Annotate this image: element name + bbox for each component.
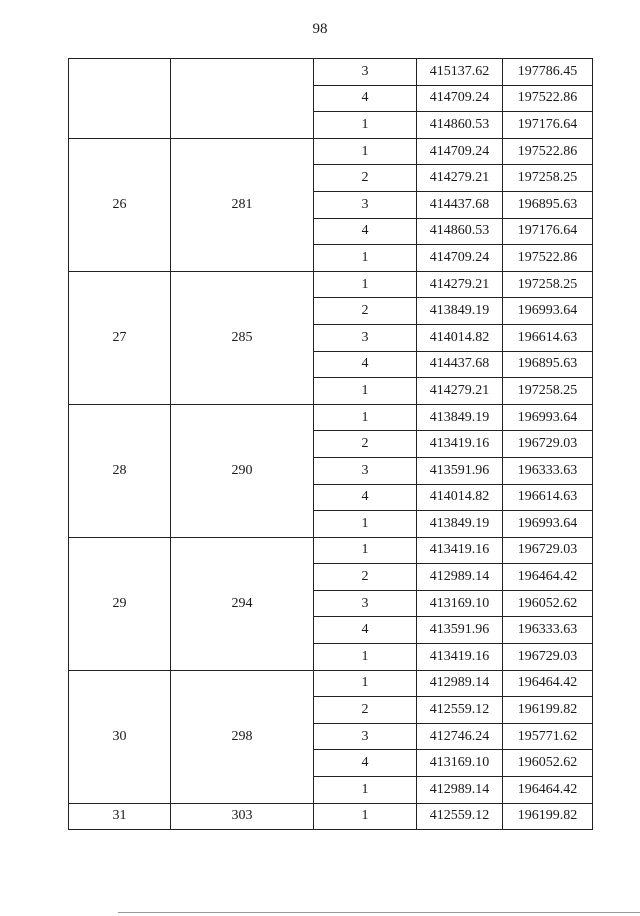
cell-y-coordinate: 197176.64 bbox=[503, 112, 593, 139]
cell-x-coordinate: 415137.62 bbox=[417, 59, 503, 86]
page-bottom-rule bbox=[118, 912, 640, 913]
cell-point-number: 1 bbox=[314, 670, 417, 697]
cell-x-coordinate: 413169.10 bbox=[417, 590, 503, 617]
cell-point-number: 4 bbox=[314, 617, 417, 644]
cell-plot-number: 290 bbox=[171, 404, 314, 537]
cell-x-coordinate: 414014.82 bbox=[417, 324, 503, 351]
cell-parcel-number: 30 bbox=[69, 670, 171, 803]
cell-point-number: 3 bbox=[314, 723, 417, 750]
cell-x-coordinate: 414279.21 bbox=[417, 378, 503, 405]
cell-point-number: 1 bbox=[314, 644, 417, 671]
cell-x-coordinate: 413169.10 bbox=[417, 750, 503, 777]
cell-y-coordinate: 197522.86 bbox=[503, 138, 593, 165]
cell-point-number: 1 bbox=[314, 404, 417, 431]
cell-plot-number: 303 bbox=[171, 803, 314, 830]
cell-parcel-number bbox=[69, 59, 171, 139]
cell-x-coordinate: 412989.14 bbox=[417, 564, 503, 591]
cell-y-coordinate: 197258.25 bbox=[503, 271, 593, 298]
cell-y-coordinate: 196614.63 bbox=[503, 484, 593, 511]
table-row bbox=[69, 670, 593, 697]
cell-point-number: 1 bbox=[314, 245, 417, 272]
cell-point-number: 1 bbox=[314, 378, 417, 405]
cell-point-number: 3 bbox=[314, 324, 417, 351]
cell-x-coordinate: 412559.12 bbox=[417, 697, 503, 724]
cell-point-number: 4 bbox=[314, 218, 417, 245]
cell-y-coordinate: 196729.03 bbox=[503, 431, 593, 458]
cell-x-coordinate: 414709.24 bbox=[417, 245, 503, 272]
cell-x-coordinate: 414860.53 bbox=[417, 218, 503, 245]
cell-plot-number: 281 bbox=[171, 138, 314, 271]
cell-y-coordinate: 196993.64 bbox=[503, 298, 593, 325]
cell-plot-number: 294 bbox=[171, 537, 314, 670]
cell-point-number: 1 bbox=[314, 271, 417, 298]
cell-point-number: 2 bbox=[314, 298, 417, 325]
cell-point-number: 2 bbox=[314, 431, 417, 458]
cell-y-coordinate: 196199.82 bbox=[503, 803, 593, 830]
cell-y-coordinate: 196895.63 bbox=[503, 351, 593, 378]
cell-y-coordinate: 197258.25 bbox=[503, 378, 593, 405]
cell-point-number: 3 bbox=[314, 590, 417, 617]
cell-y-coordinate: 197786.45 bbox=[503, 59, 593, 86]
cell-y-coordinate: 196199.82 bbox=[503, 697, 593, 724]
cell-point-number: 4 bbox=[314, 85, 417, 112]
cell-y-coordinate: 196333.63 bbox=[503, 617, 593, 644]
cell-x-coordinate: 413849.19 bbox=[417, 511, 503, 538]
cell-y-coordinate: 196333.63 bbox=[503, 457, 593, 484]
cell-y-coordinate: 197176.64 bbox=[503, 218, 593, 245]
cell-x-coordinate: 413849.19 bbox=[417, 298, 503, 325]
cell-y-coordinate: 196895.63 bbox=[503, 191, 593, 218]
cell-y-coordinate: 196729.03 bbox=[503, 644, 593, 671]
cell-x-coordinate: 414437.68 bbox=[417, 191, 503, 218]
cell-x-coordinate: 414709.24 bbox=[417, 138, 503, 165]
coordinates-table bbox=[68, 58, 593, 830]
cell-x-coordinate: 414709.24 bbox=[417, 85, 503, 112]
cell-point-number: 4 bbox=[314, 484, 417, 511]
cell-point-number: 3 bbox=[314, 457, 417, 484]
cell-point-number: 3 bbox=[314, 59, 417, 86]
cell-x-coordinate: 414279.21 bbox=[417, 165, 503, 192]
cell-y-coordinate: 197522.86 bbox=[503, 245, 593, 272]
cell-y-coordinate: 196993.64 bbox=[503, 404, 593, 431]
cell-point-number: 4 bbox=[314, 351, 417, 378]
page-number: 98 bbox=[312, 21, 328, 37]
cell-x-coordinate: 412746.24 bbox=[417, 723, 503, 750]
cell-plot-number bbox=[171, 59, 314, 139]
cell-parcel-number: 29 bbox=[69, 537, 171, 670]
cell-x-coordinate: 412989.14 bbox=[417, 777, 503, 804]
cell-point-number: 1 bbox=[314, 537, 417, 564]
cell-point-number: 3 bbox=[314, 191, 417, 218]
cell-y-coordinate: 197258.25 bbox=[503, 165, 593, 192]
cell-y-coordinate: 196052.62 bbox=[503, 750, 593, 777]
cell-x-coordinate: 413591.96 bbox=[417, 457, 503, 484]
cell-y-coordinate: 196993.64 bbox=[503, 511, 593, 538]
cell-point-number: 1 bbox=[314, 138, 417, 165]
cell-plot-number: 298 bbox=[171, 670, 314, 803]
cell-point-number: 1 bbox=[314, 803, 417, 830]
cell-y-coordinate: 196464.42 bbox=[503, 564, 593, 591]
table-row bbox=[69, 271, 593, 298]
table-row bbox=[69, 404, 593, 431]
table-row bbox=[69, 537, 593, 564]
cell-point-number: 2 bbox=[314, 165, 417, 192]
cell-parcel-number: 26 bbox=[69, 138, 171, 271]
cell-y-coordinate: 195771.62 bbox=[503, 723, 593, 750]
cell-point-number: 2 bbox=[314, 697, 417, 724]
cell-plot-number: 285 bbox=[171, 271, 314, 404]
cell-y-coordinate: 196729.03 bbox=[503, 537, 593, 564]
cell-x-coordinate: 413419.16 bbox=[417, 431, 503, 458]
cell-x-coordinate: 414860.53 bbox=[417, 112, 503, 139]
table-row bbox=[69, 59, 593, 86]
cell-y-coordinate: 197522.86 bbox=[503, 85, 593, 112]
cell-x-coordinate: 414279.21 bbox=[417, 271, 503, 298]
cell-point-number: 2 bbox=[314, 564, 417, 591]
cell-parcel-number: 27 bbox=[69, 271, 171, 404]
cell-y-coordinate: 196464.42 bbox=[503, 777, 593, 804]
table-row bbox=[69, 138, 593, 165]
cell-parcel-number: 31 bbox=[69, 803, 171, 830]
cell-y-coordinate: 196052.62 bbox=[503, 590, 593, 617]
cell-x-coordinate: 413419.16 bbox=[417, 537, 503, 564]
coordinates-table-body bbox=[69, 59, 593, 830]
cell-point-number: 1 bbox=[314, 777, 417, 804]
cell-point-number: 1 bbox=[314, 112, 417, 139]
table-row bbox=[69, 803, 593, 830]
cell-y-coordinate: 196464.42 bbox=[503, 670, 593, 697]
cell-x-coordinate: 414437.68 bbox=[417, 351, 503, 378]
cell-point-number: 4 bbox=[314, 750, 417, 777]
cell-x-coordinate: 413419.16 bbox=[417, 644, 503, 671]
cell-parcel-number: 28 bbox=[69, 404, 171, 537]
cell-x-coordinate: 414014.82 bbox=[417, 484, 503, 511]
cell-x-coordinate: 412989.14 bbox=[417, 670, 503, 697]
cell-x-coordinate: 413849.19 bbox=[417, 404, 503, 431]
cell-x-coordinate: 412559.12 bbox=[417, 803, 503, 830]
cell-point-number: 1 bbox=[314, 511, 417, 538]
cell-y-coordinate: 196614.63 bbox=[503, 324, 593, 351]
cell-x-coordinate: 413591.96 bbox=[417, 617, 503, 644]
